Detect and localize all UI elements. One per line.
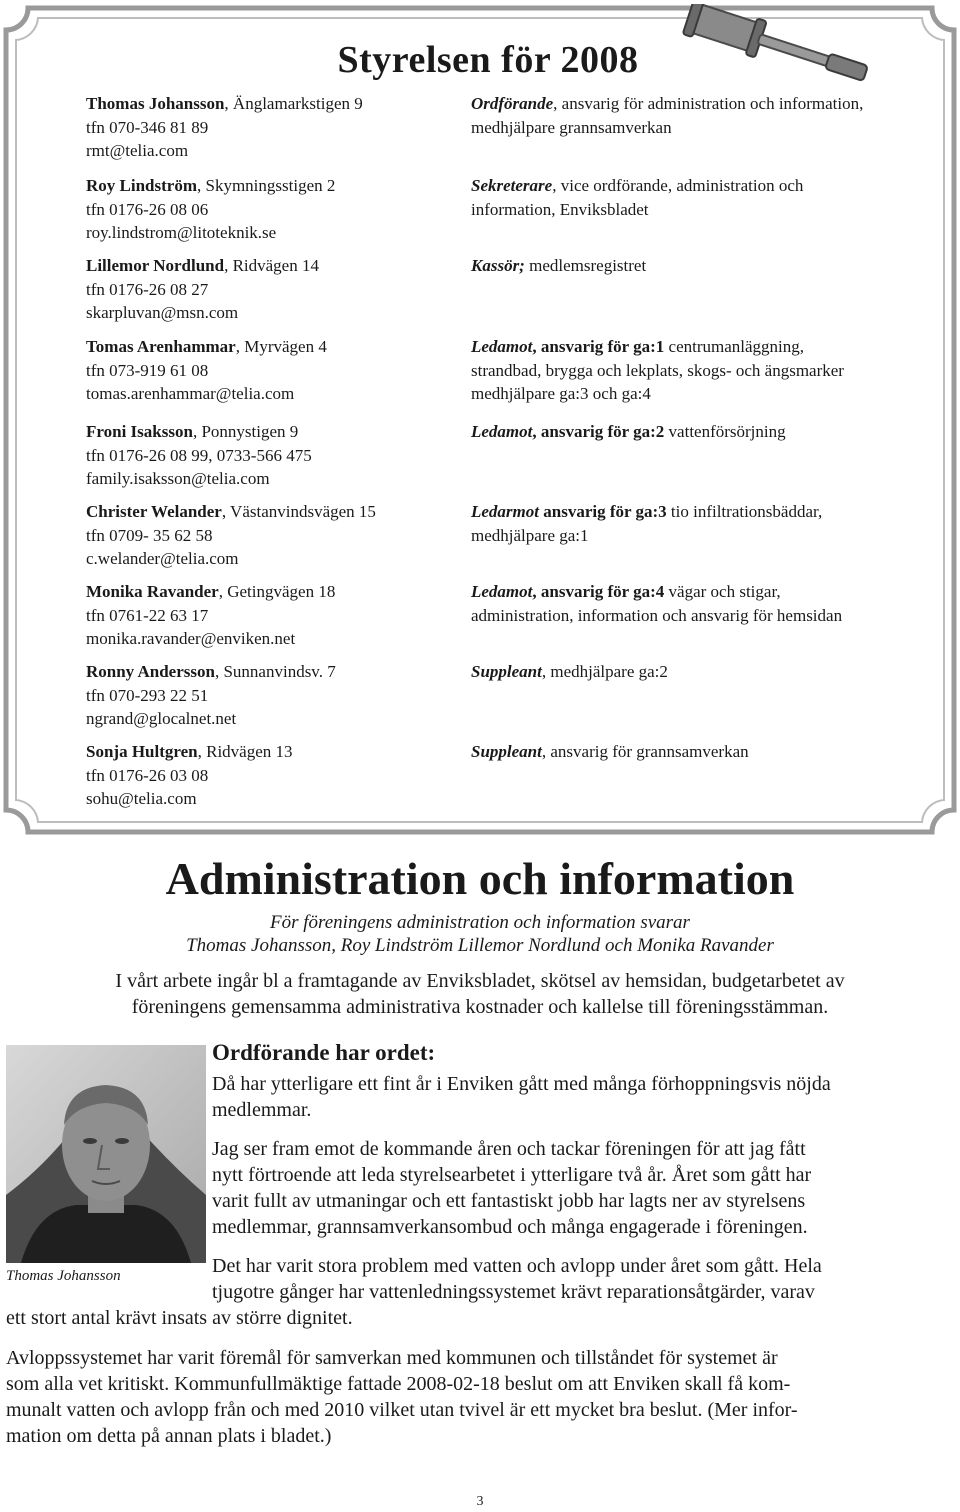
member-email[interactable]: rmt@telia.com xyxy=(86,141,189,160)
member-address: , Getingvägen 18 xyxy=(218,582,336,601)
board-role xyxy=(471,335,931,406)
member-name: Roy Lindström xyxy=(86,176,197,195)
role-text: medlemsregistret xyxy=(524,256,647,275)
member-email[interactable]: sohu@telia.com xyxy=(86,789,197,808)
intro-line: föreningens gemensamma administrativa kostnader och kallelse till föreningsstämman. xyxy=(131,996,829,1018)
member-name: Lillemor Nordlund xyxy=(86,256,225,275)
role-title: Ledarmot xyxy=(471,502,539,521)
board-role xyxy=(471,254,931,278)
role-title: Ledamot xyxy=(471,422,533,441)
paragraph-line: Jag ser fram emot de kommande åren och tackar föreningen för att jag fått xyxy=(212,1138,806,1160)
role-bold: , ansvarig för ga:1 xyxy=(532,337,665,356)
member-email[interactable]: monika.ravander@enviken.net xyxy=(86,629,296,648)
role-title: Suppleant xyxy=(471,662,542,681)
member-phone: tfn 073-919 61 08 xyxy=(86,360,209,380)
chair-heading: Ordförande har ordet: xyxy=(212,1040,436,1065)
member-phone: tfn 0176-26 08 06 xyxy=(86,199,209,219)
role-text: tio infiltrationsbäddar, xyxy=(666,502,823,521)
member-phone: tfn 0709- 35 62 58 xyxy=(86,525,213,545)
board-role xyxy=(471,420,931,444)
role-text: administration, information och ansvarig för hemsidan xyxy=(471,605,843,625)
member-address: , Änglamarkstigen 9 xyxy=(224,94,363,113)
paragraph-line: som alla vet kritiskt. Kommunfullmäktige fattade 2008-02-18 beslut om att Enviken skall få kom- xyxy=(6,1373,791,1395)
board-member xyxy=(86,420,446,491)
page-number: 3 xyxy=(476,1494,484,1509)
member-address: , Ponnystigen 9 xyxy=(192,422,299,441)
board-role xyxy=(471,174,931,221)
portrait-photo xyxy=(6,1045,206,1263)
role-text: , medhjälpare ga:2 xyxy=(541,662,668,681)
member-address: , Myrvägen 4 xyxy=(235,337,327,356)
role-bold: , ansvarig för ga:2 xyxy=(532,422,665,441)
role-text: medhjälpare grannsamverkan xyxy=(471,117,672,137)
board-title: Styrelsen för 2008 xyxy=(300,38,676,82)
role-title: Ledamot xyxy=(471,337,533,356)
member-email[interactable]: skarpluvan@msn.com xyxy=(86,303,239,322)
role-text: information, Enviksbladet xyxy=(471,199,649,219)
role-text: centrumanläggning, xyxy=(664,337,805,356)
member-email[interactable]: c.welander@telia.com xyxy=(86,549,239,568)
role-bold: ansvarig för ga:3 xyxy=(539,502,667,521)
board-member xyxy=(86,335,446,406)
board-member xyxy=(86,500,446,571)
admin-subtitle: För föreningens administration och information svarar xyxy=(270,912,690,933)
chair-paragraph-4 xyxy=(6,1345,798,1449)
board-role xyxy=(471,740,931,764)
member-phone: tfn 0176-26 08 99, 0733-566 475 xyxy=(86,445,312,465)
role-text: medhjälpare ga:1 xyxy=(471,525,589,545)
paragraph-line: nytt förtroende att leda styrelsearbetet i ytterligare två år. Året som gått har xyxy=(212,1164,812,1186)
role-text: , ansvarig för grannsamverkan xyxy=(541,742,749,761)
gavel-icon xyxy=(680,4,880,94)
role-text: medhjälpare ga:3 och ga:4 xyxy=(471,384,651,403)
chair-paragraph-3b xyxy=(6,1305,353,1331)
role-text: , ansvarig för administration och information, xyxy=(553,94,864,113)
paragraph-line: Avloppssystemet har varit föremål för samverkan med kommunen och tillståndet för systemet är xyxy=(6,1347,778,1369)
member-name: Monika Ravander xyxy=(86,582,219,601)
member-address: , Skymningsstigen 2 xyxy=(196,176,336,195)
member-address: , Ridvägen 14 xyxy=(224,256,319,275)
member-email[interactable]: ngrand@glocalnet.net xyxy=(86,709,237,728)
paragraph-line: Då har ytterligare ett fint år i Enviken gått med många förhoppningsvis nöjda xyxy=(212,1073,831,1095)
board-member xyxy=(86,254,446,325)
member-phone: tfn 070-293 22 51 xyxy=(86,685,209,705)
board-member xyxy=(86,174,446,245)
board-member xyxy=(86,92,446,163)
role-text: , vice ordförande, administration och xyxy=(552,176,804,195)
role-title: Sekreterare xyxy=(471,176,553,195)
member-email[interactable]: tomas.arenhammar@telia.com xyxy=(86,384,295,403)
paragraph-line: mation om detta på annan plats i bladet.) xyxy=(6,1425,332,1447)
member-email[interactable]: family.isaksson@telia.com xyxy=(86,469,270,488)
member-name: Froni Isaksson xyxy=(86,422,193,441)
role-title: Ordförande xyxy=(471,94,554,113)
member-phone: tfn 070-346 81 89 xyxy=(86,117,209,137)
paragraph-line: ett stort antal krävt insats av större dignitet. xyxy=(6,1307,353,1329)
paragraph-line: varit fullt av utmaningar och ett fantastiskt jobb har lagts ner av styrelsens xyxy=(212,1190,806,1212)
board-role xyxy=(471,580,931,627)
role-title: Kassör; xyxy=(471,256,525,275)
admin-subtitle: Thomas Johansson, Roy Lindström Lillemor Nordlund och Monika Ravander xyxy=(186,935,774,956)
paragraph-line: medlemmar, grannsamverkansombud och många engagerade i föreningen. xyxy=(212,1216,808,1238)
member-address: , Sunnanvindsv. 7 xyxy=(214,662,336,681)
board-member xyxy=(86,660,446,731)
paragraph-line: munalt vatten och avlopp från och med 2010 vilket utan tvivel är ett mycket bra beslut. (Mer infor- xyxy=(6,1399,798,1421)
board-role xyxy=(471,500,931,547)
member-phone: tfn 0176-26 08 27 xyxy=(86,279,209,299)
member-email[interactable]: roy.lindstrom@litoteknik.se xyxy=(86,223,277,242)
member-address: , Ridvägen 13 xyxy=(197,742,293,761)
member-phone: tfn 0176-26 03 08 xyxy=(86,765,209,785)
member-name: Ronny Andersson xyxy=(86,662,215,681)
member-name: Christer Welander xyxy=(86,502,222,521)
chair-paragraph-3a xyxy=(212,1253,822,1305)
board-member xyxy=(86,740,446,811)
admin-heading: Administration och information xyxy=(165,853,795,904)
role-text: vägar och stigar, xyxy=(664,582,781,601)
member-name: Sonja Hultgren xyxy=(86,742,198,761)
board-role xyxy=(471,92,931,139)
member-name: Tomas Arenhammar xyxy=(86,337,236,356)
photo-caption: Thomas Johansson xyxy=(6,1268,121,1284)
member-name: Thomas Johansson xyxy=(86,94,225,113)
paragraph-line: tjugotre gånger har vattenledningssystemet krävt reparationsåtgärder, varav xyxy=(212,1281,815,1303)
board-member xyxy=(86,580,446,651)
member-phone: tfn 0761-22 63 17 xyxy=(86,605,209,625)
admin-intro xyxy=(0,968,960,1020)
member-address: , Västanvindsvägen 15 xyxy=(221,502,376,521)
intro-line: I vårt arbete ingår bl a framtagande av Enviksbladet, skötsel av hemsidan, budgetarbetet av xyxy=(115,970,845,992)
role-title: Ledamot xyxy=(471,582,533,601)
role-text: vattenförsörjning xyxy=(664,422,786,441)
role-title: Suppleant xyxy=(471,742,542,761)
chair-paragraph-2 xyxy=(212,1136,811,1240)
paragraph-line: medlemmar. xyxy=(212,1099,312,1121)
board-role xyxy=(471,660,931,684)
role-bold: , ansvarig för ga:4 xyxy=(532,582,665,601)
role-text: strandbad, brygga och lekplats, skogs- och ängsmarker xyxy=(471,360,844,380)
chair-paragraph-1 xyxy=(212,1071,831,1123)
paragraph-line: Det har varit stora problem med vatten och avlopp under året som gått. Hela xyxy=(212,1255,822,1277)
